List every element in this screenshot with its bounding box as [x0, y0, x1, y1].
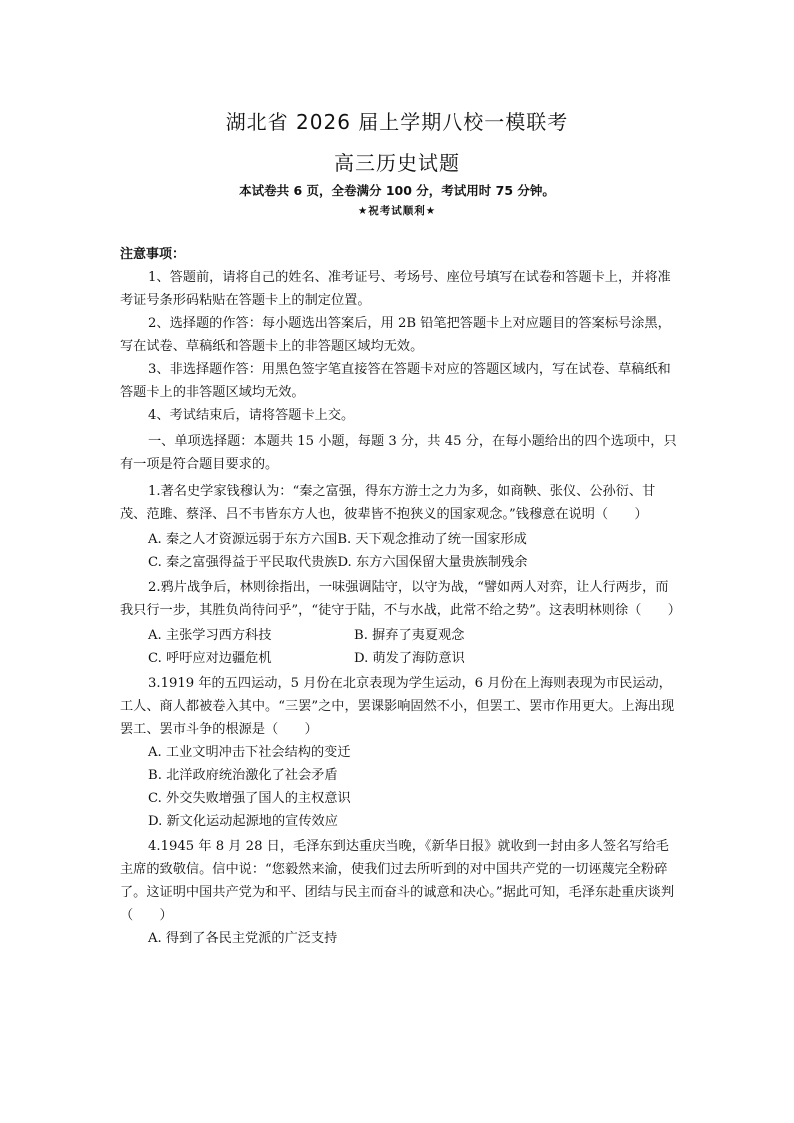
note-item: 1、答题前，请将自己的姓名、准考证号、考场号、座位号填写在试卷和答题卡上，并将准考证号条形码粘贴在答题卡上的制定位置。: [120, 270, 671, 308]
note-item: 4、考试结束后，请将答题卡上交。: [148, 408, 355, 423]
question-stem: 2.鸦片战争后，林则徐指出，一味强调陆守，以守为战，“譬如两人对弈，让人行两步，而我只行一步，其胜负尚待问乎”，“徒守于陆，不与水战，此常不给之势”。这表明林则徐（ ）: [120, 580, 681, 618]
option: A. 主张学习西方科技: [148, 628, 272, 643]
option: A. 秦之人才资源远弱于东方六国: [148, 532, 338, 547]
option: B. 天下观念推动了统一国家形成: [337, 532, 527, 547]
option: C. 呼吁应对边疆危机: [148, 651, 272, 666]
note-item: 2、选择题的作答：每小题选出答案后，用 2B 铅笔把答题卡上对应题目的答案标号涂黑，写在试卷、草稿纸和答题卡上的非答题区域均无效。: [120, 316, 671, 354]
option-row: [120, 528, 680, 551]
option: D. 新文化运动起源地的宣传效应: [148, 814, 338, 829]
notes-heading: 注意事项：: [120, 247, 186, 262]
question-stem: 3.1919 年的五四运动，5 月份在北京表现为学生运动，6 月份在上海则表现为市民运动，工人、商人都被卷入其中。“三罢”之中，罢课影响固然不小，但罢工、罢市作用更大。上海出现罢工、罢市斗争的根源是（ ）: [120, 676, 675, 737]
subject-title: 高三历史试题: [334, 151, 460, 175]
option-row: [120, 647, 680, 670]
option-row: [120, 551, 680, 574]
option: B. 北洋政府统治激化了社会矛盾: [148, 768, 338, 783]
exam-title: 湖北省 2026 届上学期八校一模联考: [225, 110, 569, 134]
option: B. 摒弃了夷夏观念: [354, 628, 465, 643]
option: C. 秦之富强得益于平民取代贵族: [148, 555, 338, 570]
option-row: [120, 624, 680, 647]
question-list: [120, 480, 680, 950]
option: D. 萌发了海防意识: [354, 651, 465, 666]
option: A. 得到了各民主党派的广泛支持: [148, 931, 338, 946]
option: D. 东方六国保留大量贵族制残余: [337, 555, 528, 570]
note-item: 3、非选择题作答：用黑色签字笔直接答在答题卡对应的答题区域内，写在试卷、草稿纸和答题卡上的非答题区域均无效。: [120, 362, 671, 400]
question-stem: 1.著名史学家钱穆认为：“秦之富强，得东方游士之力为多，如商鞅、张仪、公孙衍、甘茂、范雎、蔡泽、吕不韦皆东方人也，彼辈皆不抱狭义的国家观念。”钱穆意在说明（ ）: [120, 484, 656, 522]
good-luck-wish: ★祝考试顺利★: [357, 205, 437, 217]
exam-info: 本试卷共 6 页，全卷满分 100 分，考试用时 75 分钟。: [239, 183, 555, 198]
notes-list: [120, 266, 680, 476]
option: A. 工业文明冲击下社会结构的变迁: [148, 745, 351, 760]
section-intro: 一、单项选择题：本题共 15 小题，每题 3 分，共 45 分，在每小题给出的四个选项中，只有一项是符合题目要求的。: [120, 434, 677, 472]
option: C. 外交失败增强了国人的主权意识: [148, 791, 351, 806]
question-stem: 4.1945 年 8 月 28 日，毛泽东到达重庆当晚，《新华日报》就收到一封由多人签名写给毛主席的致敬信。信中说：“您毅然来渝，使我们过去所听到的对中国共产党的一切诬蔑完全粉碎了。这证明中国共产党为和平、团结与民主而奋斗的诚意和决心。”据此可知，毛泽东赴重庆谈判（ ）: [120, 839, 675, 923]
